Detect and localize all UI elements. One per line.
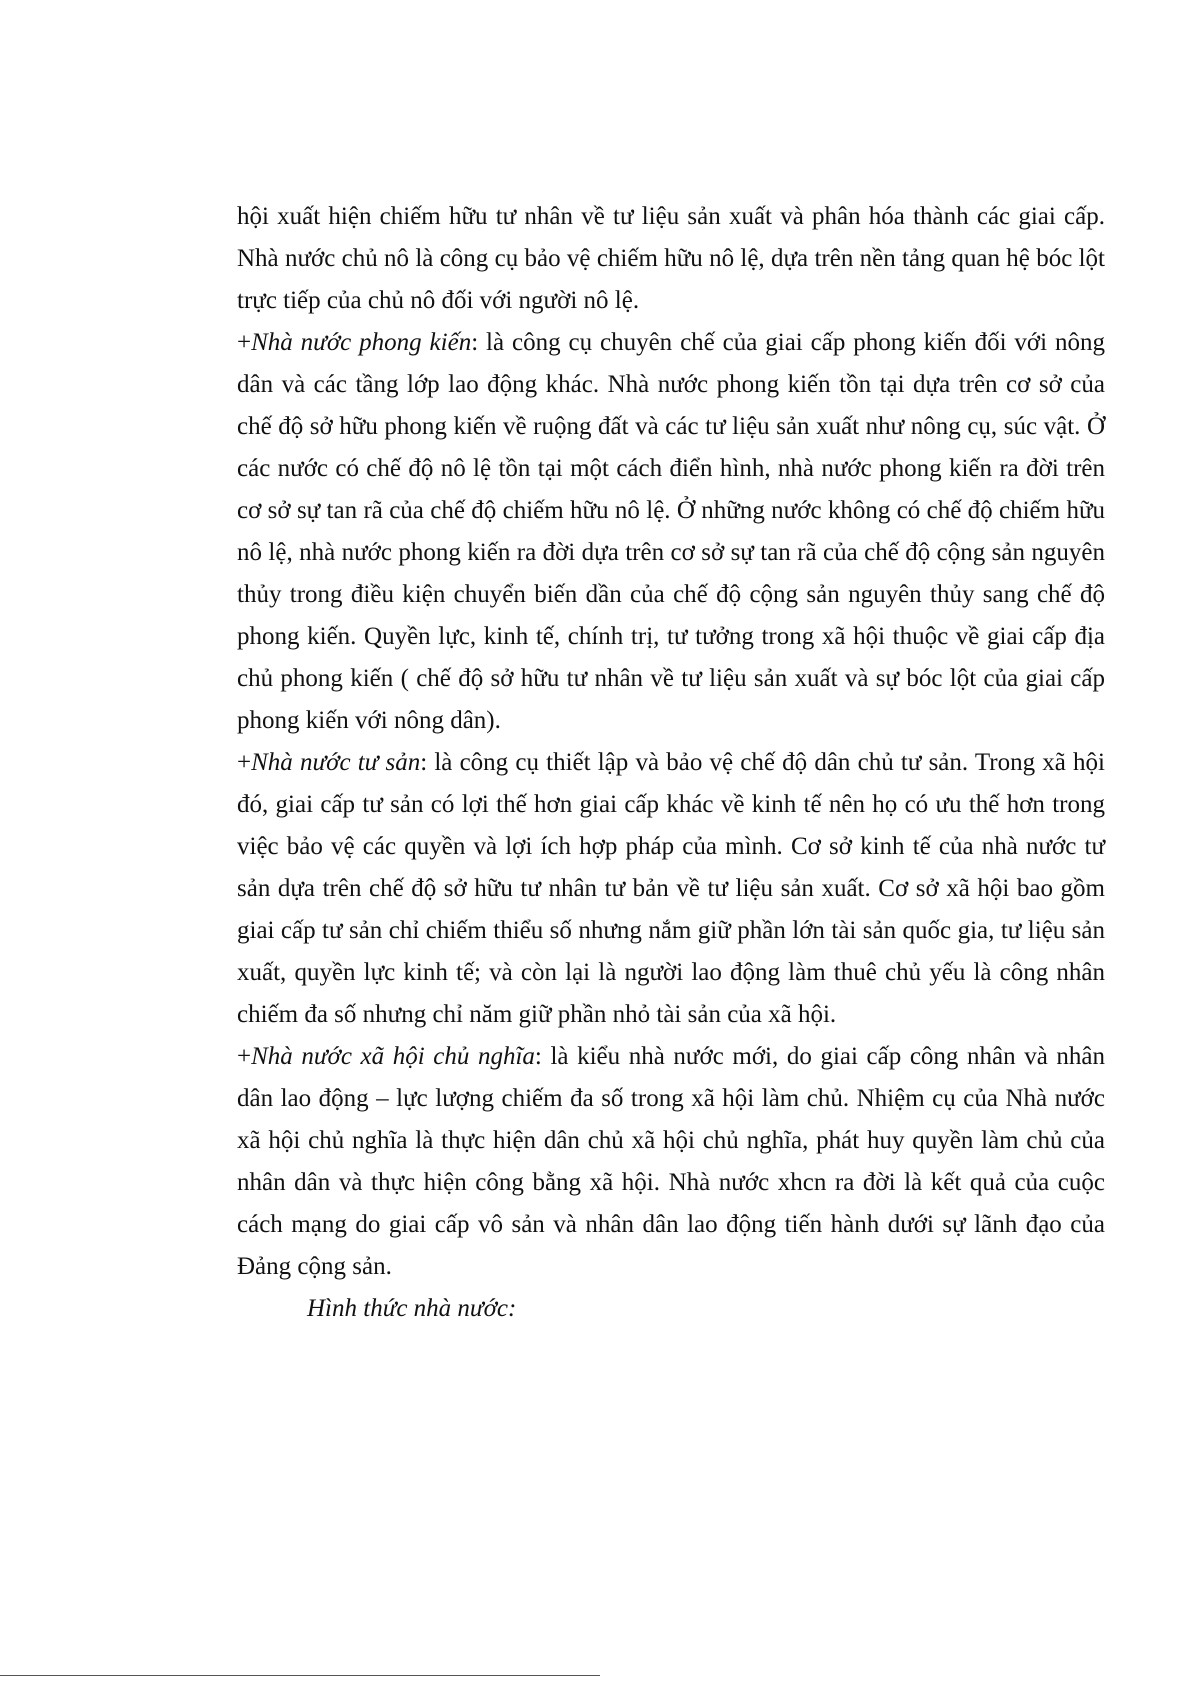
document-body: [237, 196, 1105, 1330]
section-subheading: Hình thức nhà nước:: [307, 1295, 517, 1322]
bullet-prefix: +: [237, 329, 252, 356]
paragraph-text: : là kiểu nhà nước mới, do giai cấp công nhân và nhân dân lao động – lực lượng chiếm đa số trong xã hội làm chủ. Nhiệm cụ của Nhà nước xã hội chủ nghĩa là thực hiện dân chủ xã hội chủ nghĩa, phát huy quyền làm chủ của nhân dân và thực hiện công bằng xã hội. Nhà nước xhcn ra đời là kết quả của cuộc cách mạng do giai cấp vô sản và nhân dân lao động tiến hành dưới sự lãnh đạo của Đảng cộng sản.: [237, 1043, 1105, 1280]
paragraph-socialist-state: [237, 1036, 1105, 1288]
paragraph-lead-term: Nhà nước phong kiến: [251, 329, 472, 356]
paragraph-text: hội xuất hiện chiếm hữu tư nhân về tư liệu sản xuất và phân hóa thành các giai cấp. Nhà nước chủ nô là công cụ bảo vệ chiếm hữu nô lệ, dựa trên nền tảng quan hệ bóc lột trực tiếp của chủ nô đối với người nô lệ.: [237, 203, 1105, 314]
paragraph-bourgeois-state: [237, 742, 1105, 1036]
paragraph-lead-term: Nhà nước xã hội chủ nghĩa: [251, 1043, 535, 1070]
bullet-prefix: +: [237, 749, 252, 776]
paragraph-text: : là công cụ thiết lập và bảo vệ chế độ dân chủ tư sản. Trong xã hội đó, giai cấp tư sản có lợi thế hơn giai cấp khác về kinh tế nên họ có ưu thế hơn trong việc bảo vệ các quyền và lợi ích hợp pháp của mình. Cơ sở kinh tế của nhà nước tư sản dựa trên chế độ sở hữu tư nhân tư bản về tư liệu sản xuất. Cơ sở xã hội bao gồm giai cấp tư sản chỉ chiếm thiểu số nhưng nắm giữ phần lớn tài sản quốc gia, tư liệu sản xuất, quyền lực kinh tế; và còn lại là người lao động làm thuê chủ yếu là công nhân chiếm đa số nhưng chỉ năm giữ phần nhỏ tài sản của xã hội.: [237, 749, 1105, 1028]
bullet-prefix: +: [237, 1043, 252, 1070]
paragraph-lead-term: Nhà nước tư sản: [251, 749, 421, 776]
paragraph-feudal-state: [237, 322, 1105, 742]
paragraph-slave-state: [237, 196, 1105, 322]
footer-divider: [0, 1675, 600, 1676]
paragraph-text: : là công cụ chuyên chế của giai cấp phong kiến đối với nông dân và các tầng lớp lao động khác. Nhà nước phong kiến tồn tại dựa trên cơ sở của chế độ sở hữu phong kiến về ruộng đất và các tư liệu sản xuất như nông cụ, súc vật. Ở các nước có chế độ nô lệ tồn tại một cách điển hình, nhà nước phong kiến ra đời trên cơ sở sự tan rã của chế độ chiếm hữu nô lệ. Ở những nước không có chế độ chiếm hữu nô lệ, nhà nước phong kiến ra đời dựa trên cơ sở sự tan rã của chế độ cộng sản nguyên thủy trong điều kiện chuyển biến dần của chế độ cộng sản nguyên thủy sang chế độ phong kiến. Quyền lực, kinh tế, chính trị, tư tưởng trong xã hội thuộc về giai cấp địa chủ phong kiến ( chế độ sở hữu tư nhân về tư liệu sản xuất và sự bóc lột của giai cấp phong kiến với nông dân).: [237, 329, 1105, 734]
